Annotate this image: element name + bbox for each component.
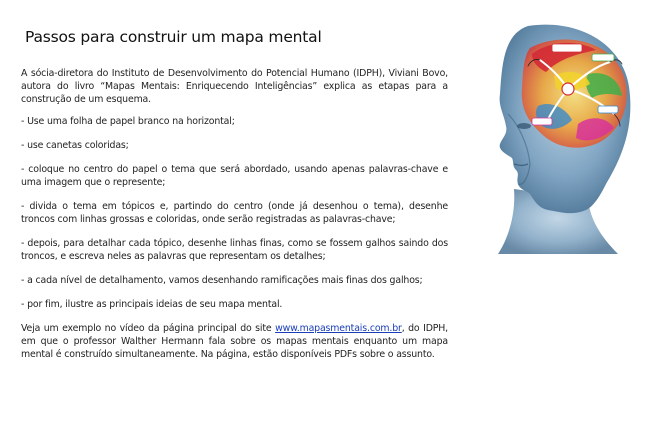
center-node bbox=[562, 83, 574, 95]
step-paragraph: - a cada nível de detalhamento, vamos desenhando ramificações mais finas dos galhos; bbox=[21, 275, 423, 286]
map-label-box bbox=[552, 44, 582, 52]
closing-paragraph bbox=[21, 322, 448, 361]
closing-text-after: , do IDPH, em que o professor Walther Hermann fala sobre os mapas mentais enquanto um mapa mental é construído simultaneamente. Na página, estão disponíveis PDFs sobre o assunto. bbox=[21, 323, 448, 360]
map-label-box bbox=[532, 118, 552, 125]
head-profile-mind-map-illustration bbox=[468, 14, 643, 254]
step-paragraph: - Use uma folha de papel branco na horizontal; bbox=[21, 116, 235, 127]
map-label-box bbox=[598, 106, 618, 113]
step-paragraph: - use canetas coloridas; bbox=[21, 140, 129, 151]
closing-text-before: Veja um exemplo no vídeo da página principal do site bbox=[21, 323, 276, 334]
map-label-box bbox=[592, 54, 614, 61]
site-link[interactable]: www.mapasmentais.com.br bbox=[275, 323, 402, 334]
step-paragraph: - divida o tema em tópicos e, partindo do centro (onde já desenhou o tema), desenhe troncos com linhas grossas e coloridas, onde serão registradas as palavras-chave; bbox=[21, 201, 448, 225]
step-paragraph: - coloque no centro do papel o tema que será abordado, usando apenas palavras-chave e uma imagem que o represente; bbox=[21, 164, 448, 188]
step-paragraph: - depois, para detalhar cada tópico, desenhe linhas finas, como se fossem galhos saindo dos troncos, e escreva neles as palavras que representam os detalhes; bbox=[21, 238, 448, 262]
intro-paragraph: A sócia-diretora do Instituto de Desenvolvimento do Potencial Humano (IDPH), Viviani Bovo, autora do livro “Mapas Mentais: Enriquecendo Inteligências” explica as etapas para a construção de um esquema. bbox=[21, 68, 448, 105]
eye-shape bbox=[517, 123, 531, 129]
article-body bbox=[21, 67, 448, 372]
step-paragraph: - por fim, ilustre as principais ideias de seu mapa mental. bbox=[21, 299, 283, 310]
page-title: Passos para construir um mapa mental bbox=[25, 28, 322, 46]
